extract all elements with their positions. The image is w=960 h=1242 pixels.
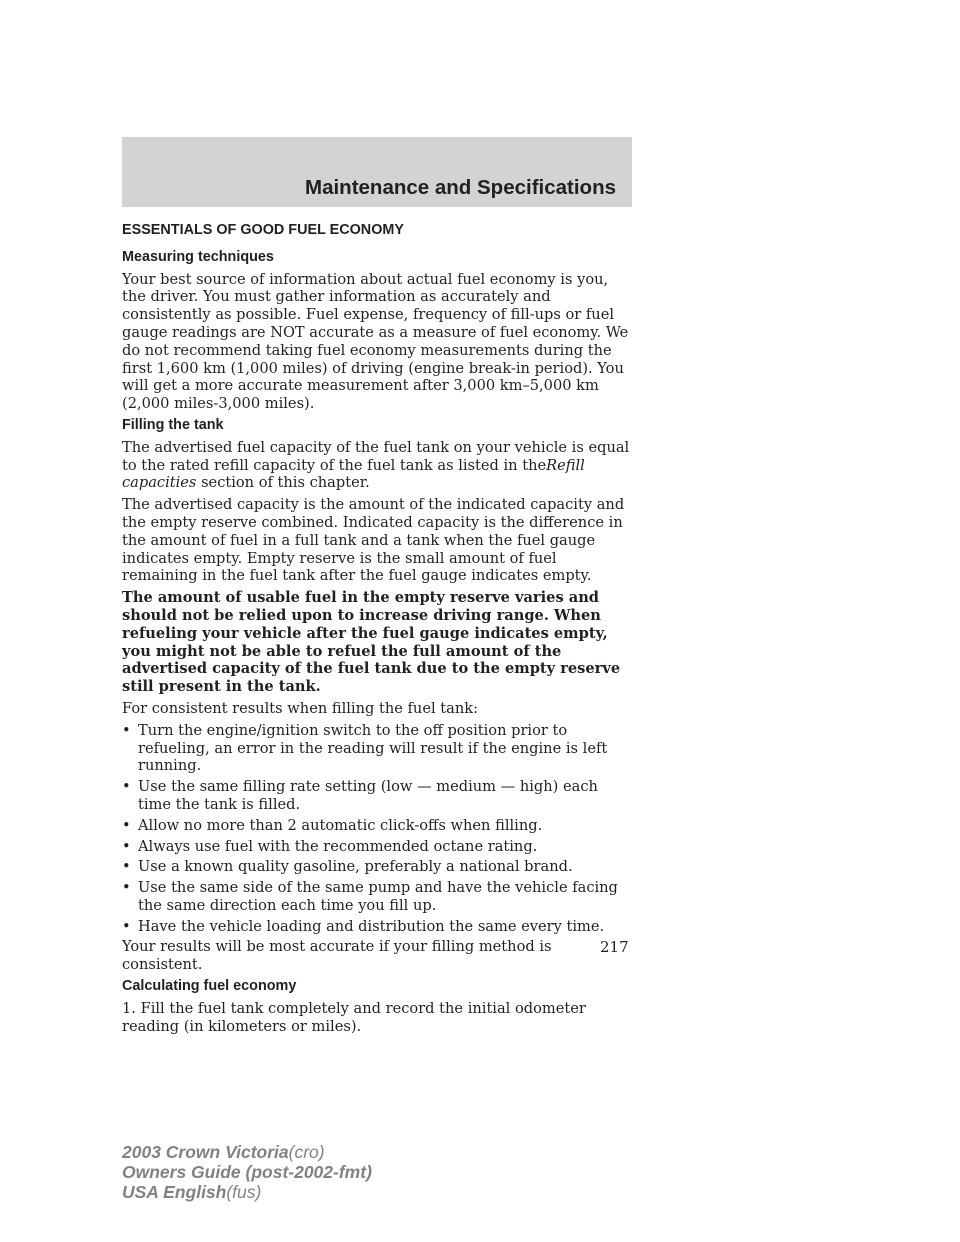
list-item-text: Turn the engine/ignition switch to the off position prior to refueling, an error in the reading will result if the engine is left running. [138, 721, 608, 775]
bullet-icon: • [122, 721, 131, 739]
bullet-icon: • [122, 879, 131, 897]
bullet-icon: • [122, 778, 131, 796]
footer-line-3 [122, 1182, 372, 1202]
list-item-text: Use the same side of the same pump and have the vehicle facing the same direction each time you fill up. [138, 879, 618, 914]
empty-reserve-warning: The amount of usable fuel in the empty reserve varies and should not be relied upon to increase driving range. When refueling your vehicle after the fuel gauge indicates empty, you might not be able to refuel the full amount of the advertised capacity of the fuel tank due to the empty reserve still present in the tank. [122, 589, 621, 696]
filling-tips-list [122, 722, 634, 936]
main-heading: ESSENTIALS OF GOOD FUEL ECONOMY [122, 222, 404, 238]
footer-line-1 [122, 1142, 372, 1162]
list-item [122, 838, 634, 856]
filling-paragraph-2: The advertised capacity is the amount of the indicated capacity and the empty reserve combined. Indicated capacity is the difference in the amount of fuel in a full tank and a tank when the fuel gauge indicates empty. Empty reserve is the small amount of fuel remaining in the fuel tank after the fuel gauge indicates empty. [122, 496, 625, 585]
filling-paragraph-1 [122, 439, 634, 492]
footer-vehicle-code: (cro) [288, 1142, 325, 1162]
page-number: 217 [600, 938, 629, 956]
filling-heading: Filling the tank [122, 416, 224, 433]
list-item [122, 879, 634, 915]
footer-language-code: (fus) [226, 1182, 262, 1202]
calculating-step-1: 1. Fill the fuel tank completely and record the initial odometer reading (in kilometers or miles). [122, 999, 586, 1035]
footer-line-2: Owners Guide (post-2002-fmt) [122, 1162, 372, 1182]
footer-vehicle: 2003 Crown Victoria [122, 1142, 289, 1162]
list-item-text: Allow no more than 2 automatic click-offs when filling. [138, 816, 543, 834]
list-item [122, 817, 634, 835]
section-title: Maintenance and Specifications [305, 176, 616, 199]
section-header-band [122, 137, 632, 207]
list-item [122, 722, 634, 775]
document-footer [122, 1142, 372, 1202]
list-item-text: Always use fuel with the recommended octane rating. [138, 837, 538, 855]
list-item [122, 778, 634, 814]
bullet-icon: • [122, 917, 131, 935]
page-content [122, 222, 634, 1039]
footer-language: USA English [122, 1182, 227, 1202]
consistency-intro: For consistent results when filling the fuel tank: [122, 699, 478, 717]
calculating-heading: Calculating fuel economy [122, 978, 297, 995]
measuring-paragraph: Your best source of information about actual fuel economy is you, the driver. You must gather information as accurately and consistently as possible. Fuel expense, frequency of fill-ups or fuel gauge readings are NOT accurate as a measure of fuel economy. We do not recommend taking fuel economy measurements during the first 1,600 km (1,000 miles) of driving (engine break-in period). You will get a more accurate measurement after 3,000 km–5,000 km (2,000 miles-3,000 miles). [122, 270, 629, 413]
bullet-icon: • [122, 858, 131, 876]
list-item [122, 918, 634, 936]
filling-p1-start: The advertised fuel capacity of the fuel tank on your vehicle is equal to the rated refill capacity of the fuel tank as listed in the [122, 438, 630, 474]
list-item-text: Use a known quality gasoline, preferably a national brand. [138, 858, 573, 876]
bullet-icon: • [122, 837, 131, 855]
consistency-closing: Your results will be most accurate if your filling method is consistent. [122, 938, 552, 974]
list-item-text: Have the vehicle loading and distribution the same every time. [138, 917, 605, 935]
list-item-text: Use the same filling rate setting (low — medium — high) each time the tank is filled. [138, 778, 598, 813]
list-item [122, 858, 634, 876]
bullet-icon: • [122, 816, 131, 834]
filling-p1-end: section of this chapter. [201, 474, 370, 492]
measuring-heading: Measuring techniques [122, 248, 274, 265]
refill-capacities-reference: Refill capacities [122, 456, 585, 492]
